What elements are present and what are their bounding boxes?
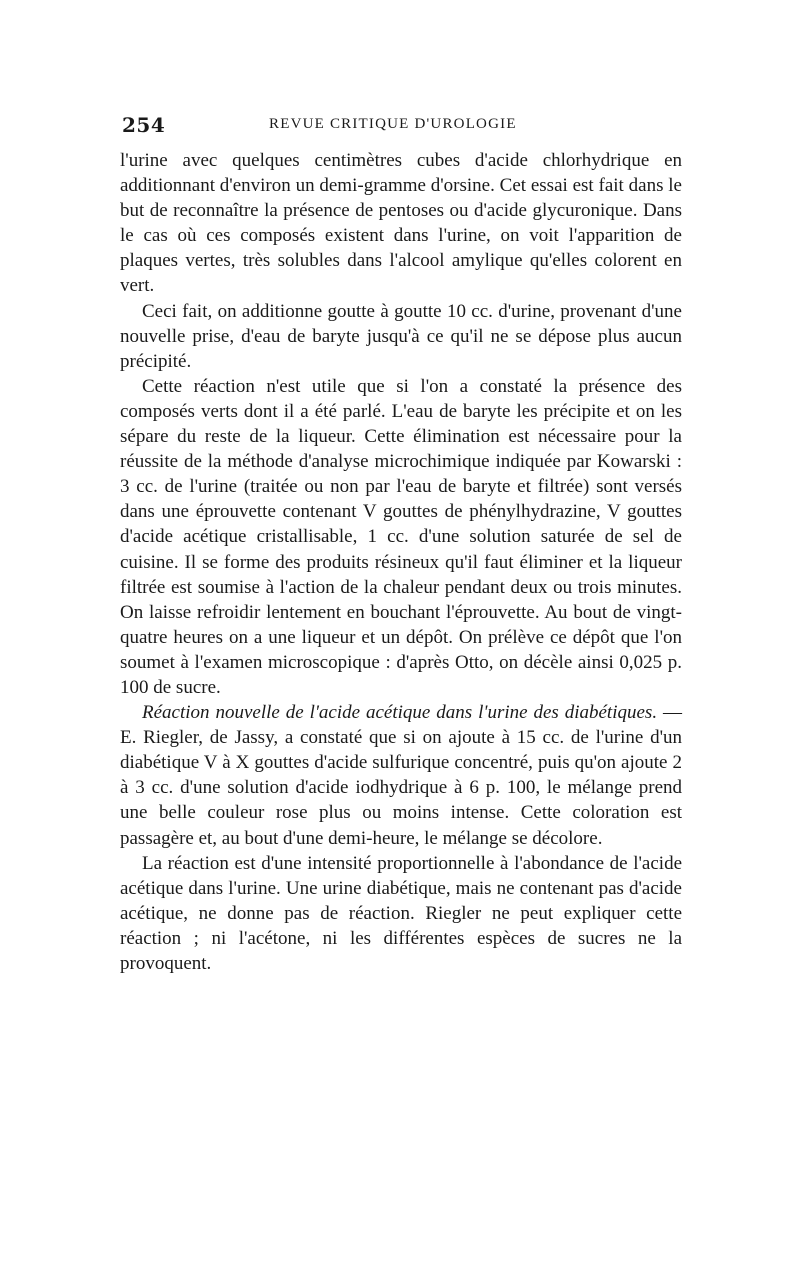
journal-title: REVUE CRITIQUE D'UROLOGIE xyxy=(269,116,517,132)
paragraph-5: La réaction est d'une intensité proportionnelle à l'abondance de l'acide acétique dans l'urine. Une urine diabétique, mais ne contenant pas d'acide acétique, ne donne pas de réaction. Riegler ne peut expliquer cette réaction ; ni l'acétone, ni les différentes espèces de sucres ne la provoquent. xyxy=(120,852,682,974)
paragraph-2: Ceci fait, on additionne goutte à goutte 10 cc. d'urine, provenant d'une nouvelle prise, d'eau de baryte jusqu'à ce qu'il ne se dépose plus aucun précipité. xyxy=(120,300,682,372)
section-title: Réaction nouvelle de l'acide acétique dans l'urine des diabétiques. xyxy=(142,702,658,724)
paragraph-3: Cette réaction n'est utile que si l'on a constaté la présence des composés verts dont il a été parlé. L'eau de baryte les précipite et on les sépare du reste de la liqueur. Cette élimination est nécessaire pour la réussite de la méthode d'analyse microchimique indiquée par Kowarski : 3 cc. de l'urine (traitée ou non par l'eau de baryte et filtrée) sont versés dans une éprouvette contenant V gouttes de phénylhydrazine, V gouttes d'acide acétique cristallisable, 1 cc. d'une solution saturée de sel de cuisine. Il se forme des produits résineux qu'il faut éliminer et la liqueur filtrée est soumise à l'action de la chaleur pendant deux ou trois minutes. On laisse refroidir lentement en bouchant l'éprouvette. Au bout de vingt-quatre heures on a une liqueur et un dépôt. On prélève ce dépôt que l'on soumet à l'examen microscopique : d'après Otto, on décèle ainsi 0,025 p. 100 de sucre. xyxy=(120,375,682,698)
running-head xyxy=(122,113,682,139)
page-number: 254 xyxy=(122,113,166,137)
paragraph-4 xyxy=(120,700,682,851)
article-body xyxy=(120,148,682,976)
paragraph-1: l'urine avec quelques centimètres cubes d'acide chlorhydrique en additionnant d'environ un demi-gramme d'orsine. Cet essai est fait dans le but de reconnaître la présence de pentoses ou d'acide glycuronique. Dans le cas où ces composés existent dans l'urine, on voit l'apparition de plaques vertes, très solubles dans l'alcool amylique qu'elles colorent en vert. xyxy=(120,150,682,297)
section-text: — E. Riegler, de Jassy, a constaté que si on ajoute à 15 cc. de l'urine d'un diabétique V à X gouttes d'acide sulfurique concentré, puis qu'on ajoute 2 à 3 cc. d'une solution d'acide iodhydrique à 6 p. 100, le mélange prend une belle couleur rose plus ou moins intense. Cette coloration est passagère et, au bout d'une demi-heure, le mélange se décolore. xyxy=(120,702,683,849)
